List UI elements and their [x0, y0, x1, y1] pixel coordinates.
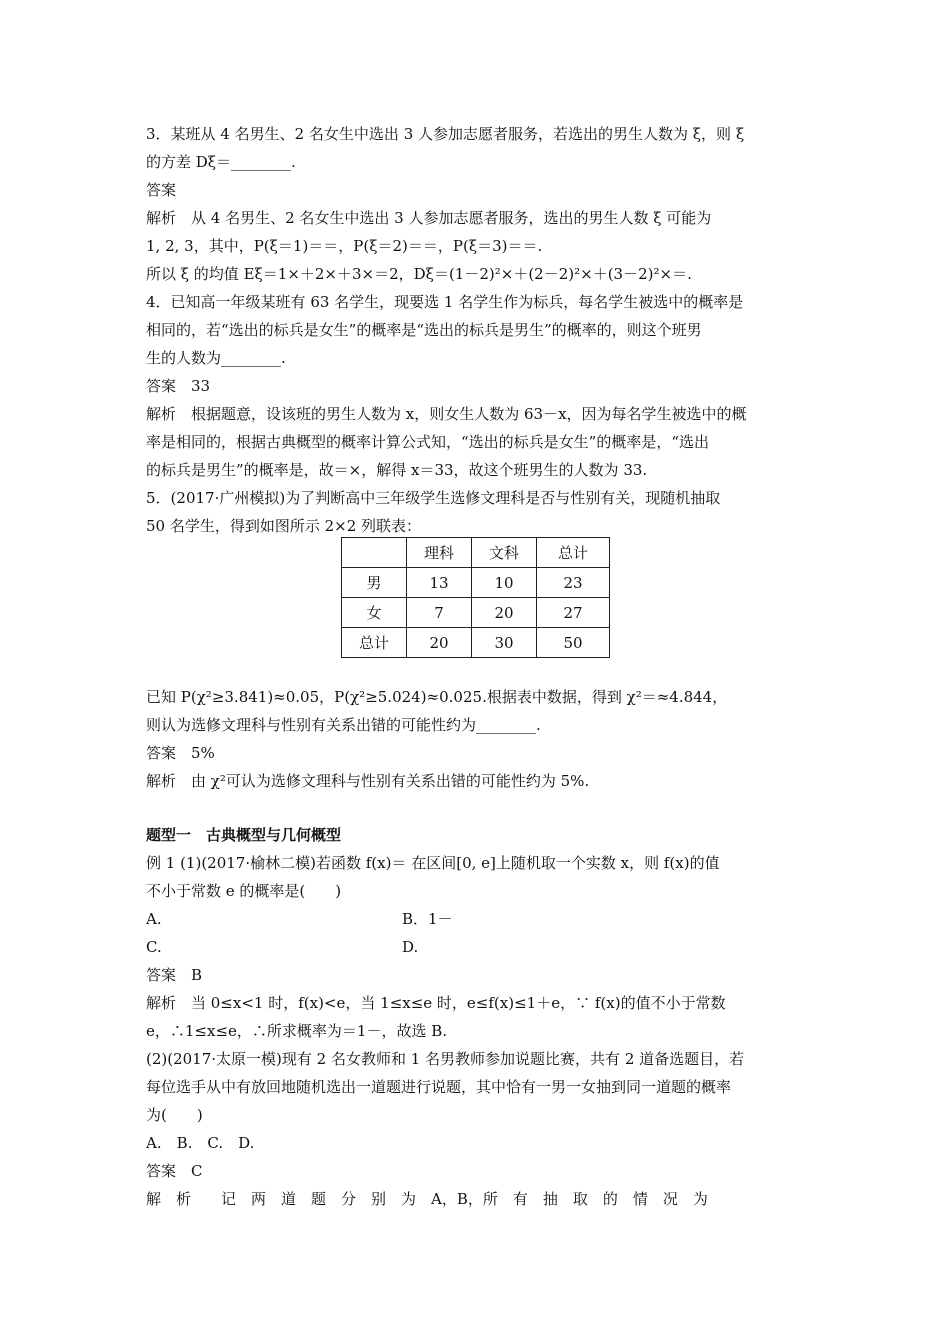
- solution-example-1-2-line-1: 解 析 记 两 道 题 分 别 为 A，B，所 有 抽 取 的 情 况 为: [146, 1190, 708, 1208]
- choice-a: A.: [146, 910, 162, 928]
- example-1-line-1: 例 1 (1)(2017·榆林二模)若函数 f(x)＝ 在区间[0, e]上随机取一个实数 x，则 f(x)的值: [146, 854, 720, 872]
- solution-4-line-3: 的标兵是男生”的概率是，故＝×，解得 x＝33，故这个班男生的人数为 33.: [146, 461, 648, 479]
- answer-example-1-2: 答案 C: [146, 1162, 203, 1180]
- table-cell: 总计: [537, 538, 610, 568]
- table-row: [342, 568, 610, 598]
- solution-3-line-3: 所以 ξ 的均值 Eξ＝1×＋2×＋3×＝2，Dξ＝(1－2)²×＋(2－2)²×＋(3－2)²×＝.: [146, 265, 692, 283]
- table-cell: 10: [472, 568, 537, 598]
- choice-c: C.: [146, 938, 162, 956]
- answer-label: 答案: [146, 181, 177, 199]
- table-cell: 7: [407, 598, 472, 628]
- table-cell: 文科: [472, 538, 537, 568]
- example-1-line-2: 不小于常数 e 的概率是( ): [146, 882, 342, 900]
- table-cell: 20: [407, 628, 472, 658]
- table-cell: 20: [472, 598, 537, 628]
- table-cell: 13: [407, 568, 472, 598]
- table-cell: 50: [537, 628, 610, 658]
- contingency-table: [341, 537, 610, 658]
- example-1-2-line-3: 为( ): [146, 1106, 203, 1124]
- solution-example-1-1-line-1: 解析 当 0≤x<1 时，f(x)<e，当 1≤x≤e 时，e≤f(x)≤1＋e，∵ f(x)的值不小于常数: [146, 994, 726, 1012]
- problem-5-line-2: 50 名学生，得到如图所示 2×2 列联表：: [146, 517, 422, 535]
- table-cell: 男: [342, 568, 407, 598]
- problem-4-line-1: 4．已知高一年级某班有 63 名学生，现要选 1 名学生作为标兵，每名学生被选中的概率是: [146, 293, 744, 311]
- problem-5-line-1: 5．(2017·广州模拟)为了判断高中三年级学生选修文理科是否与性别有关，现随机抽取: [146, 489, 721, 507]
- choice-b: B．1－: [402, 910, 453, 928]
- problem-4-line-2: 相同的，若“选出的标兵是女生”的概率是“选出的标兵是男生”的概率的，则这个班男: [146, 321, 702, 339]
- chi-square-line-1: 已知 P(χ²≥3.841)≈0.05，P(χ²≥5.024)≈0.025.根据表中数据，得到 χ²＝≈4.844，: [146, 688, 728, 706]
- answer-4: 答案 33: [146, 377, 211, 395]
- table-cell: [342, 538, 407, 568]
- problem-3-line-2: 的方差 Dξ＝________.: [146, 153, 296, 171]
- table-cell: 27: [537, 598, 610, 628]
- table-row: [342, 598, 610, 628]
- example-1-2-line-2: 每位选手从中有放回地随机选出一道题进行说题，其中恰有一男一女抽到同一道题的概率: [146, 1078, 732, 1096]
- choice-d: D.: [402, 938, 419, 956]
- solution-3-line-2: 1, 2, 3，其中，P(ξ＝1)＝＝，P(ξ＝2)＝＝，P(ξ＝3)＝＝.: [146, 237, 543, 255]
- solution-4-line-1: 解析 根据题意，设该班的男生人数为 x，则女生人数为 63－x，因为每名学生被选中的概: [146, 405, 747, 423]
- table-cell: 总计: [342, 628, 407, 658]
- table-cell: 23: [537, 568, 610, 598]
- chi-square-line-2: 则认为选修文理科与性别有关系出错的可能性约为________.: [146, 716, 541, 734]
- answer-5: 答案 5%: [146, 744, 215, 762]
- answer-example-1-1: 答案 B: [146, 966, 203, 984]
- table-cell: 理科: [407, 538, 472, 568]
- table-cell: 30: [472, 628, 537, 658]
- example-1-2-line-1: (2)(2017·太原一模)现有 2 名女教师和 1 名男教师参加说题比赛，共有 2 道备选题目，若: [146, 1050, 745, 1068]
- table-header-row: [342, 538, 610, 568]
- solution-3-line-1: 解析 从 4 名男生、2 名女生中选出 3 人参加志愿者服务，选出的男生人数 ξ 可能为: [146, 209, 712, 227]
- problem-3-line-1: 3．某班从 4 名男生、2 名女生中选出 3 人参加志愿者服务，若选出的男生人数为 ξ，则 ξ: [146, 125, 745, 143]
- solution-example-1-1-line-2: e，∴1≤x≤e，∴所求概率为＝1－，故选 B.: [146, 1022, 447, 1040]
- section-heading: 题型一 古典概型与几何概型: [146, 826, 342, 844]
- table-cell: 女: [342, 598, 407, 628]
- table-row: [342, 628, 610, 658]
- solution-4-line-2: 率是相同的，根据古典概型的概率计算公式知，“选出的标兵是女生”的概率是，“选出: [146, 433, 710, 451]
- example-1-2-choices: A. B. C. D.: [146, 1134, 255, 1152]
- solution-5: 解析 由 χ²可认为选修文理科与性别有关系出错的可能性约为 5%.: [146, 772, 590, 790]
- problem-4-line-3: 生的人数为________.: [146, 349, 286, 367]
